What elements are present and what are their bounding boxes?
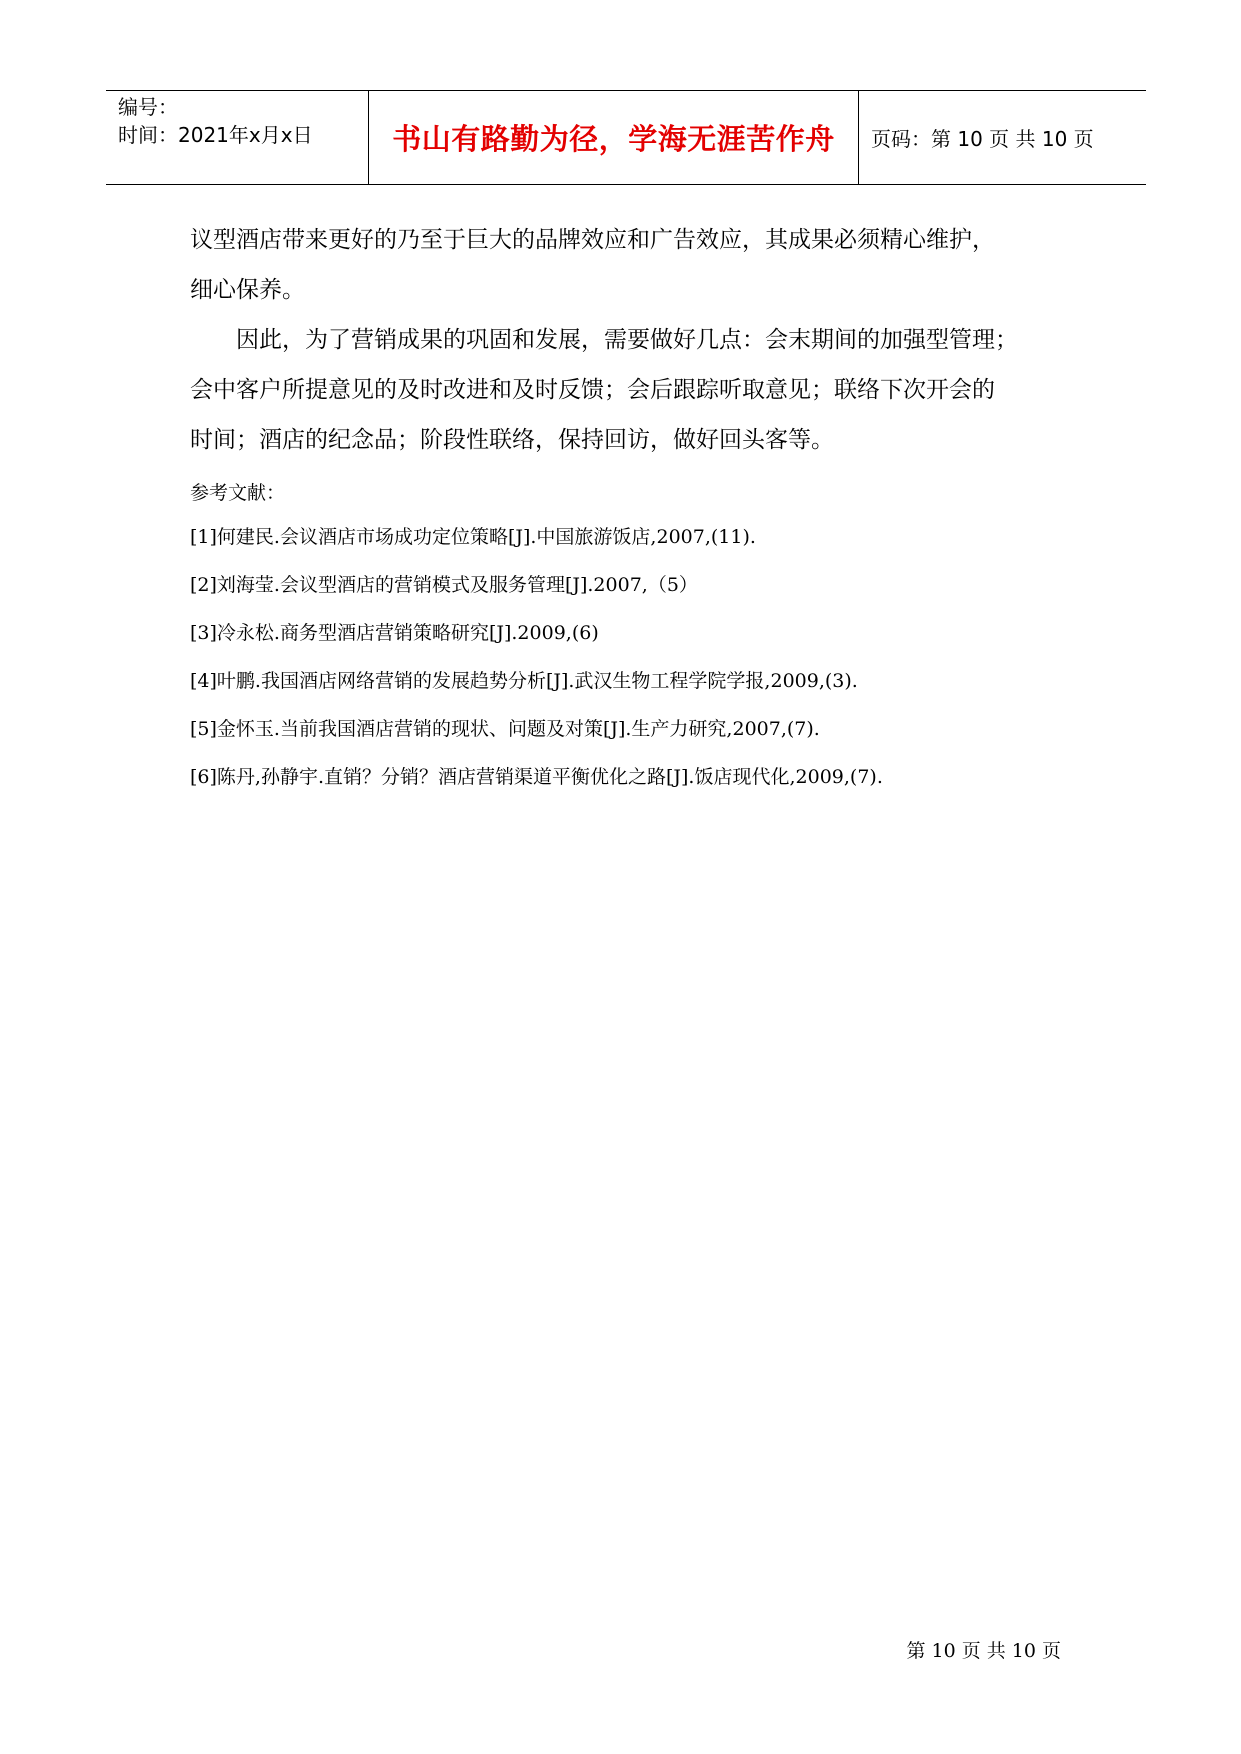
header-meta-cell bbox=[106, 91, 369, 184]
paragraph-1 bbox=[190, 215, 1070, 315]
paragraph-line: 因此，为了营销成果的巩固和发展，需要做好几点：会末期间的加强型管理； bbox=[236, 327, 1018, 353]
header-motto-cell bbox=[369, 91, 859, 184]
paragraph-line: 时间；酒店的纪念品；阶段性联络，保持回访，做好回头客等。 bbox=[190, 427, 834, 453]
header-page-cell bbox=[859, 91, 1146, 184]
motto-text: 书山有路勤为径，学海无涯苦作舟 bbox=[392, 122, 835, 156]
page-footer: 第 10 页 共 10 页 bbox=[906, 1640, 1061, 1662]
time-label: 时间：2021年x月x日 bbox=[118, 123, 313, 147]
paragraph-line: 会中客户所提意见的及时改进和及时反馈；会后跟踪听取意见；联络下次开会的 bbox=[190, 377, 995, 403]
reference-item: [6]陈丹,孙静宇.直销？分销？酒店营销渠道平衡优化之路[J].饭店现代化,2009,(7). bbox=[190, 766, 883, 788]
references-heading: 参考文献： bbox=[190, 482, 286, 504]
reference-item: [3]冷永松.商务型酒店营销策略研究[J].2009,(6) bbox=[190, 622, 599, 644]
paragraph-2 bbox=[190, 315, 1070, 465]
page-header bbox=[106, 90, 1146, 185]
reference-item: [1]何建民.会议酒店市场成功定位策略[J].中国旅游饭店,2007,(11). bbox=[190, 526, 756, 548]
reference-item: [5]金怀玉.当前我国酒店营销的现状、问题及对策[J].生产力研究,2007,(7). bbox=[190, 718, 820, 740]
header-page-label: 页码：第 10 页 共 10 页 bbox=[871, 127, 1094, 151]
paragraph-line: 细心保养。 bbox=[190, 277, 305, 303]
reference-item: [2]刘海莹.会议型酒店的营销模式及服务管理[J].2007,（5） bbox=[190, 574, 698, 596]
references-list bbox=[190, 513, 1070, 801]
paragraph-line: 议型酒店带来更好的乃至于巨大的品牌效应和广告效应，其成果必须精心维护， bbox=[190, 227, 995, 253]
document-body bbox=[190, 215, 1070, 801]
reference-item: [4]叶鹏.我国酒店网络营销的发展趋势分析[J].武汉生物工程学院学报,2009,(3). bbox=[190, 670, 858, 692]
number-label: 编号： bbox=[118, 95, 178, 119]
